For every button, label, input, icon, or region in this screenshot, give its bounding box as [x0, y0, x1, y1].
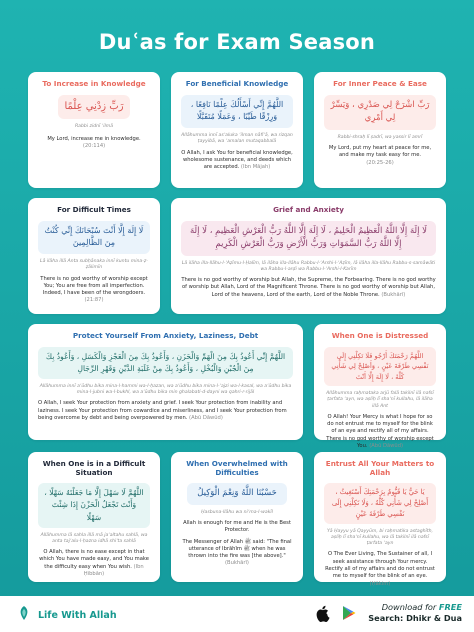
card-title: Protect Yourself From Anxiety, Laziness, Debt: [72, 331, 259, 340]
hadith-text: The Messenger of Allah ﷺ said: "The final utterance of Ibrāhīm ﷺ when he was thrown into the fire was [the above].": [182, 538, 292, 560]
translation-text: O The Ever Living, The Sustainer of all, I seek assistance through Your mercy. Rectify all of my affairs and do not entrust me to myself for the blink of an eye.: [325, 551, 435, 580]
arabic-text: رَبِّ اشْرَحْ لِي صَدْرِي ، وَيَسِّرْ لِي أَمْرِي: [324, 95, 436, 130]
arabic-text: يَا حَيُّ يَا قَيُّومُ بِرَحْمَتِكَ أَسْتَغِيثُ ، أَصْلِحْ لِي شَأْنِي كُلَّهُ ، وَلَا تَكِلْنِي إِلَى نَفْسِي طَرْفَةَ عَيْنٍ: [324, 483, 436, 524]
transliteration: Allāhumma innī aʿūdhu bika mina-l-hammi wa-l-ḥazan, wa aʿūdhu bika mina-l-ʿajzi wa-l-kasal, wa aʿūdhu bika mina-l-jubni wa-l-bukhl, wa aʿūdhu bika min ghalabati-d-dayni wa qahri-r-rijāl: [39, 383, 292, 396]
cta-prefix: Download for: [381, 602, 437, 612]
translation-text: O Allah, I ask You for beneficial knowledge, wholesome sustenance, and deeds which are accepted.: [181, 149, 293, 171]
arabic-text: لَا إِلَهَ إِلَّا اللَّهُ الْعَظِيمُ الْحَلِيمُ ، لَا إِلَهَ إِلَّا اللَّهُ رَبُّ الْعَرْشِ الْعَظِيمِ ، لَا إِلَهَ إِلَّا اللَّهُ رَبُّ السَّمَوَاتِ وَرَبُّ الْأَرْضِ وَرَبُّ الْعَرْشِ الْكَرِيمِ: [181, 221, 436, 256]
arabic-text: اللَّهُمَّ إِنِّي أَسْأَلُكَ عِلْمًا نَافِعًا ، وَرِزْقًا طَيِّبًا ، وَعَمَلًا مُتَقَبَّلًا: [181, 95, 293, 129]
arabic-text: حَسْبُنَا اللَّهُ وَنِعْمَ الْوَكِيلُ: [187, 483, 287, 505]
reference: (Ibn Ḥibbān): [83, 563, 144, 577]
transliteration: Allāhumma raḥmataka arjū falā takilnī ilā nafsī ṭarfata ʿayn, wa aṣliḥ lī shaʾnī kullahu, lā ilāha illā Ant: [326, 391, 434, 409]
translation-text: O Allah! Your Mercy is what I hope for so do not entrust me to myself for the blink of an eye and rectify all of my affairs. There is no god worthy of worship except You.: [326, 413, 434, 449]
transliteration: Allāhumma lā sahla illā mā jaʿaltahu sahlā, wa anta tajʿalu-l-ḥazna idhā shiʾta sahlā: [40, 532, 148, 544]
translation-text: There is no god worthy of worship except You; You are free from all imperfection. Indeed, I have been of the wrongdoers.: [40, 275, 148, 297]
translation: [38, 276, 150, 305]
reference: (20:25-26): [366, 159, 394, 166]
card-title: For Inner Peace & Ease: [333, 79, 427, 88]
transliteration: Allāhumma innī asʾaluka ʿilman nāfiʿā, wa rizqan ṭayyibā, wa ʿamalan mutaqabbalā: [181, 133, 293, 145]
card-title: For Difficult Times: [57, 205, 131, 214]
hadith-note: [181, 539, 293, 568]
card-inner-peace: [314, 72, 446, 188]
card-knowledge: [28, 72, 160, 188]
store-links: [316, 605, 356, 625]
translation: [181, 150, 293, 172]
transliteration: Lā ilāha illa-llāhu-l-ʿAẓīmu-l-Ḥalīm, lā ilāha illa-llāhu Rabbu-l-ʿArshi-l-ʿAẓīm, lā ilāha illa-llāhu Rabbu-s-samāwāti wa Rabbu-l-arḍi wa Rabbu-l-ʿArshi-l-Karīm: [181, 260, 436, 273]
apple-icon[interactable]: [316, 605, 330, 625]
card-title: Entrust All Your Matters to Allah: [325, 459, 435, 477]
reference: (Ibn Mājah): [240, 164, 271, 171]
reference: (Abū Dāwūd): [189, 414, 223, 421]
card-anxiety-laziness-debt: [28, 324, 303, 440]
reference: (Bukhārī): [225, 560, 249, 567]
arabic-text: اللَّهُمَّ إِنِّي أَعُوذُ بِكَ مِنَ الْهَمِّ وَالْحَزَنِ ، وَأَعُوذُ بِكَ مِنَ الْعَجْزِ وَالْكَسَلِ ، وَأَعُوذُ بِكَ مِنَ الْجُبْنِ وَالْبُخْلِ ، وَأَعُوذُ بِكَ مِنْ غَلَبَةِ الدَّيْنِ وَقَهْرِ الرِّجَالِ: [38, 347, 293, 379]
transliteration: Yā Ḥayyu yā Qayyūm, bi raḥmatika astaghīth, aṣliḥ lī shaʾnī kullahu, wa lā takilnī ilā nafsī ṭarfata ʿayn: [327, 528, 433, 547]
card-title: Grief and Anxiety: [273, 205, 344, 214]
reference: (21:87): [84, 297, 104, 304]
card-title: To Increase in Knowledge: [42, 79, 146, 88]
google-play-icon[interactable]: [342, 605, 356, 625]
cta-search: Search: Dhikr & Dua: [368, 613, 462, 623]
card-beneficial-knowledge: [171, 72, 303, 188]
card-title: When Overwhelmed with Difficulties: [186, 459, 288, 477]
arabic-text: اللَّهُمَّ لَا سَهْلَ إِلَّا مَا جَعَلْتَهُ سَهْلًا ، وَأَنْتَ تَجْعَلُ الْحَزْنَ إِذَا شِئْتَ سَهْلًا: [38, 483, 150, 527]
translation-text: There is no god worthy of worship but Allah, the Supreme, the Forbearing. There is no god worthy of worship but Allah, Lord of the Magnificent Throne. There is no god worthy of worship but Allah, Lord of the heavens, Lord of the earth, Lord of the Noble Throne.: [181, 277, 436, 298]
download-cta[interactable]: [366, 602, 462, 623]
translation: [181, 520, 293, 535]
reference: (20:114): [82, 143, 106, 150]
brand-name: Life With Allah: [38, 609, 117, 621]
cta-line: [366, 602, 462, 612]
translation: [324, 551, 436, 587]
translation-text: My Lord, increase me in knowledge.: [47, 135, 141, 142]
translation-text: O Allah, there is no ease except in that which You have made easy, and You make the difficulty easy when You wish.: [39, 549, 149, 570]
page-title: Duʿas for Exam Season: [98, 30, 376, 54]
card-grief-anxiety: [171, 198, 446, 314]
card-difficult-situation: [28, 452, 160, 582]
translation-text: Allah is enough for me and He is the Best Protector.: [183, 520, 291, 534]
translation: [38, 549, 150, 578]
reference: (Abū Dāwūd): [369, 442, 404, 449]
reference: (Ḥākim): [369, 580, 391, 587]
arabic-text: لَا إِلَهَ إِلَّا أَنْتَ سُبْحَانَكَ إِنِّي كُنْتُ مِنَ الظَّالِمِينَ: [38, 221, 150, 255]
card-entrust: [314, 452, 446, 587]
translation-text: O Allah, I seek Your protection from anxiety and grief. I seek Your protection from inability and laziness. I seek Your protection from cowardice and miserliness, and I seek Your protection from being overcome by debt and being overpowered by men.: [38, 400, 287, 421]
card-title: When One is in a Difficult Situation: [42, 459, 146, 477]
reference: (Bukhārī): [381, 291, 406, 298]
translation: [181, 277, 436, 299]
footer: [0, 596, 474, 632]
brand[interactable]: [16, 605, 117, 625]
translation: [324, 414, 436, 450]
translation-text: My Lord, put my heart at peace for me, and make my task easy for me.: [328, 145, 432, 159]
translation: [324, 145, 436, 167]
transliteration: Lā ilāha illā Anta subḥānaka innī kuntu mina-ẓ-ẓālimīn: [40, 259, 148, 271]
card-overwhelmed: [171, 452, 303, 582]
cta-free: FREE: [438, 602, 462, 612]
transliteration: Ḥasbuna-llāhu wa niʿma-l-wakīl: [201, 509, 273, 515]
arabic-text: اللَّهُمَّ رَحْمَتَكَ أَرْجُو فَلَا تَكِلْنِي إِلَى نَفْسِي طَرْفَةَ عَيْنٍ ، وَأَصْلِحْ لِي شَأْنِي كُلَّهُ ، لَا إِلَهَ إِلَّا أَنْتَ: [324, 347, 436, 387]
translation: [38, 400, 293, 422]
transliteration: Rabbi-shraḥ lī ṣadrī, wa yassir lī amrī: [337, 134, 423, 140]
card-title: When One is Distressed: [331, 331, 429, 340]
card-difficult-times: [28, 198, 160, 314]
transliteration: Rabbi zidnī ʿilmā: [74, 123, 114, 129]
translation: [38, 136, 150, 151]
card-distressed: [314, 324, 446, 449]
logo-icon: [16, 605, 32, 625]
arabic-text: رَبِّ زِدْنِي عِلْمًا: [58, 95, 130, 119]
card-title: For Beneficial Knowledge: [185, 79, 289, 88]
